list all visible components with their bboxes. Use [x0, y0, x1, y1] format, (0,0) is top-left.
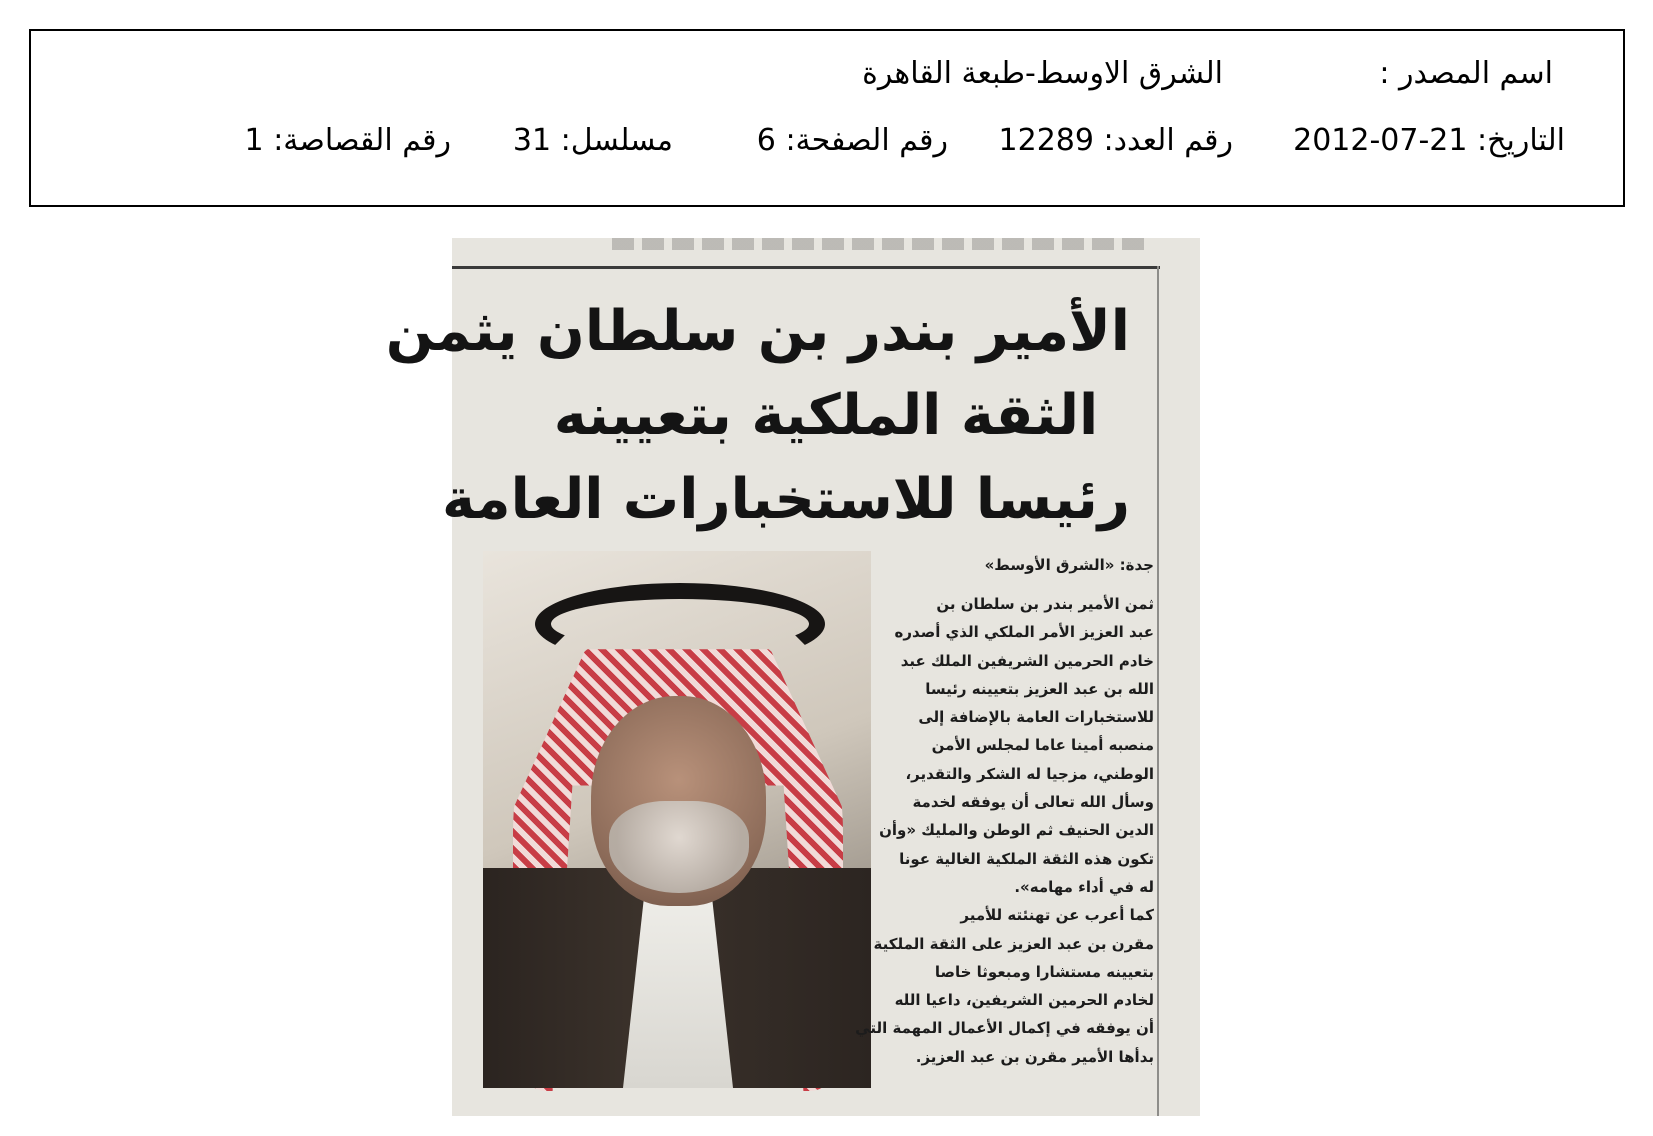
body-line: الوطني، مزجيا له الشكر والتقدير،	[905, 764, 1154, 783]
issue-value: 12289	[998, 123, 1094, 158]
body-line: أن يوفقه في إكمال الأعمال المهمة التي	[855, 1019, 1154, 1038]
page-row	[756, 123, 948, 158]
date-row	[1293, 123, 1565, 158]
column-side-rule	[1157, 266, 1159, 1116]
serial-row	[512, 123, 673, 158]
serial-label: مسلسل:	[560, 123, 673, 158]
body-line: لخادم الحرمين الشريفين، داعيا الله	[894, 991, 1154, 1010]
clipping-header	[29, 29, 1625, 207]
issue-row	[998, 123, 1233, 158]
clip-number-label: رقم القصاصة:	[273, 123, 451, 158]
body-line: الله بن عبد العزيز بتعيينه رئيسا	[925, 679, 1154, 698]
body-line: منصبه أمينا عاما لمجلس الأمن	[931, 736, 1154, 755]
source-value-row	[862, 56, 1223, 91]
article-body	[855, 590, 1154, 1071]
body-line: بدأها الأمير مقرن بن عبد العزيز.	[915, 1047, 1154, 1066]
page-value: 6	[756, 123, 776, 158]
clip-number-row	[244, 123, 451, 158]
agal-shape	[535, 583, 825, 665]
date-value: 2012-07-21	[1293, 123, 1468, 158]
body-line: وسأل الله تعالى أن يوفقه لخدمة	[912, 793, 1154, 812]
source-label: اسم المصدر :	[1379, 56, 1553, 91]
body-line: مقرن بن عبد العزيز على الثقة الملكية	[873, 934, 1154, 953]
cropped-previous-text	[612, 238, 1152, 250]
body-line: كما أعرب عن تهنئته للأمير	[960, 906, 1154, 925]
issue-label: رقم العدد:	[1103, 123, 1233, 158]
date-label: التاريخ:	[1477, 123, 1565, 158]
column-top-rule	[452, 266, 1160, 269]
body-line: خادم الحرمين الشريفين الملك عبد	[900, 651, 1154, 670]
body-line: عبد العزيز الأمر الملكي الذي أصدره	[894, 623, 1154, 642]
body-line: الدين الحنيف ثم الوطن والمليك «وأن	[879, 821, 1154, 840]
article-headline	[385, 290, 1130, 542]
body-line: ثمن الأمير بندر بن سلطان بن	[936, 595, 1154, 613]
article-dateline: جدة: «الشرق الأوسط»	[984, 556, 1154, 574]
body-line: له في أداء مهامه».	[1014, 877, 1154, 896]
body-line: بتعيينه مستشارا ومبعوثا خاصا	[934, 962, 1154, 981]
body-line: تكون هذه الثقة الملكية الغالية عونا	[899, 849, 1154, 868]
clip-number-value: 1	[244, 123, 264, 158]
headline-line-2: الثقة الملكية بتعيينه	[553, 383, 1099, 448]
source-row	[1379, 56, 1553, 91]
headline-line-3: رئيسا للاستخبارات العامة	[441, 467, 1130, 532]
page-label: رقم الصفحة:	[785, 123, 948, 158]
serial-value: 31	[512, 123, 552, 158]
source-value: الشرق الاوسط-طبعة القاهرة	[862, 56, 1223, 91]
body-line: للاستخبارات العامة بالإضافة إلى	[918, 708, 1154, 727]
prince-portrait-photo	[483, 551, 871, 1088]
newspaper-clipping	[385, 238, 1200, 1116]
headline-line-1: الأمير بندر بن سلطان يثمن	[385, 299, 1130, 364]
